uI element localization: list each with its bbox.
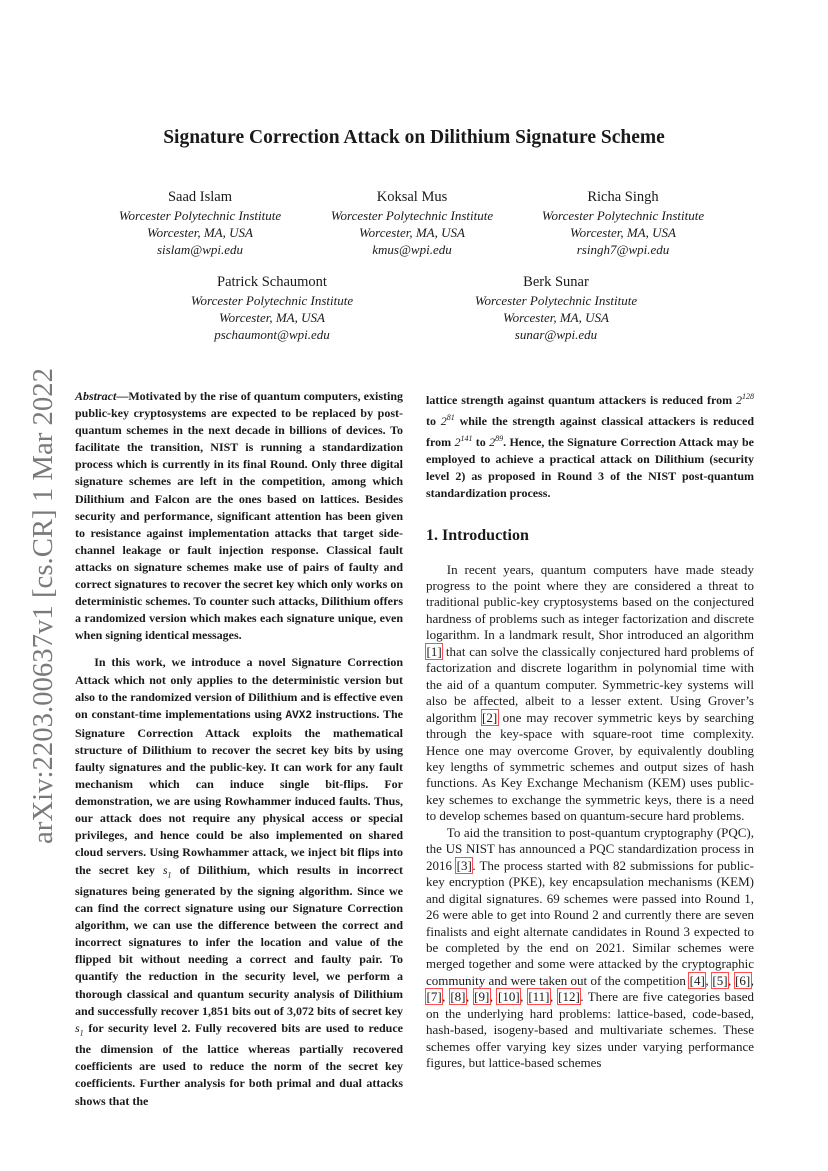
arxiv-identifier-stamp [22,366,60,846]
author-affiliation: Worcester Polytechnic Institute [190,293,354,308]
author-affiliation: Worcester Polytechnic Institute [474,293,638,308]
math-expression: $2^{81}$ [440,413,455,429]
author-email: rsingh7@wpi.edu [576,242,670,257]
author-block [441,273,671,343]
abstract-label: Abstract [75,389,117,403]
math-symbol: $s_1$ [75,1020,84,1038]
math-symbol: $s_1$ [162,862,172,879]
citation-link[interactable]: [8] [450,989,466,1005]
author-name: Richa Singh [587,189,659,205]
author-email: pschaumont@wpi.edu [214,327,330,342]
abstract-text: of Dilithium, which results in incorrect signatures being generated by the signing algorithm. Since we can find the correct signature using our Signature Correction algorithm, we can use the difference between the correct and incorrect signatures to infer the location and value of the flipped bit without needing a correct and faulty pair. To quantify the reduction in the security level, we perform a thorough classical and quantum security analysis of Dilithium and successfully recover 1,851 bits out of 3,072 bits of secret key [75,862,404,1018]
author-location: Worcester, MA, USA [570,225,676,240]
section-heading: 1. Introduction [426,526,529,544]
code-term: AVX2 [285,709,312,722]
math-expression: $2^{141}$ [454,434,473,450]
author-block [157,273,387,343]
author-affiliation: Worcester Polytechnic Institute [118,208,282,223]
abstract-paragraph [75,654,403,1109]
citation-link[interactable]: [6] [735,972,751,988]
abstract-text: for security level 2. Fully recovered bits are used to reduce the dimension of the lattice whereas partially recovered coefficients are used to reduce the norm of the secret key coefficients. Further analysis for both primal and dual attacks shows that the [75,1020,403,1108]
author-name: Saad Islam [167,189,233,205]
author-affiliation: Worcester Polytechnic Institute [330,208,494,223]
abstract-text: In this work, we introduce a novel Signature Correction Attack which not only applies to the deterministic version but also to the randomized version of Dilithium and is effective even on constant-time implementations using [75,655,403,721]
author-block [508,188,738,258]
left-column [75,388,403,1110]
author-affiliation: Worcester Polytechnic Institute [541,208,705,223]
abstract-text: —Motivated by the rise of quantum computers, existing public-key cryptosystems are expected to be replaced by post-quantum schemes in the next decade in billions of devices. To facilitate the transition, NIST is running a standardization process which is currently in its final Round. Only three digital signature schemes are left in the competition, among which Dilithium and Falcon are the ones based on lattices. Besides security and performance, significant attention has been given to resistance against implementation attacks that target side-channel leakage or fault injection response. Classical fault attacks on signature schemes make use of pairs of faulty and correct signatures to recover the secret key which only works on deterministic schemes. To counter such attacks, Dilithium offers a randomized version which makes each signature unique, even when signing identical messages. [75,389,403,643]
intro-paragraph: To aid the transition to post-quantum cryptography (PQC), the US NIST has announced a PQC standardization process in 2016 [3]. The process started with 82 submissions for public-key encryption (PKE), key encapsulation mechanisms (KEM) and digital signatures. 69 schemes were passed into Round 1, 26 were able to get into Round 2 and currently there are seven finalists and eight alternate candidates in Round 3 expected to be completed by the end on 2021. Similar schemes were merged together and some were attacked by the cryptographic community and were taken out of the competition [4], [5], [6], [7], [8], [9], [10], [11], [12]. There are five categories based on the underlying hard problems: lattice-based, code-based, hash-based, isogeny-based and multivariate schemes. These schemes offer varying key sizes under varying performance figures, but lattice-based schemes [426,824,755,1071]
author-location: Worcester, MA, USA [147,225,253,240]
author-name: Berk Sunar [523,274,589,290]
author-name: Koksal Mus [376,189,448,205]
author-email: kmus@wpi.edu [372,242,452,257]
paper-title: Signature Correction Attack on Dilithium Signature Scheme [163,127,665,148]
author-location: Worcester, MA, USA [219,310,325,325]
intro-paragraph: In recent years, quantum computers have made steady progress to the point where they are considered a threat to traditional public-key cryptosystems based on the conjectured hardness of problems such as integer factorization and discrete logarithm. In a landmark result, Shor introduced an algorithm [1] that can solve the classically conjectured hard problems of factorization and discrete logarithm in polynomial time with the aid of a quantum computer. Symmetric-key systems will also be affected, albeit to a lesser extent. Using Grover’s algorithm [2] one may recover symmetric keys by searching through the key-space with square-root time complexity. Hence one may overcome Grover, by equivalently doubling key lengths of symmetric schemes and output sizes of hash functions. As Key Exchange Mechanism (KEM) uses public-key schemes to exchange the symmetric keys, there is a need to develop schemes based on quantum-secure hard problems. [426,561,755,824]
citation-link[interactable]: [4] [689,972,705,988]
author-name: Patrick Schaumont [217,274,327,290]
author-email: sislam@wpi.edu [157,242,243,257]
citation-link[interactable]: [9] [474,989,490,1005]
abstract-paragraph-continued: lattice strength against quantum attackers is reduced from $2^{128}$ to $2^{81}$ while the strength against classical attackers is reduced from $2^{141}$ to $2^{89}$. Hence, the Signature Correction Attack may be employed to achieve a practical attack on Dilithium (security level 2) as proposed in Round 3 of the NIST post-quantum standardization process. [426,392,755,501]
citation-link[interactable]: [5] [712,972,728,988]
author-email: sunar@wpi.edu [514,327,598,342]
citation-link[interactable]: [7] [426,989,442,1005]
author-location: Worcester, MA, USA [503,310,609,325]
citation-link[interactable]: [11] [528,989,550,1005]
citation-link[interactable]: [2] [482,709,498,725]
citation-link[interactable]: [10] [497,989,520,1005]
author-location: Worcester, MA, USA [359,225,465,240]
citation-link[interactable]: [12] [558,989,580,1005]
author-block [297,188,527,258]
arxiv-identifier: arXiv:2203.00637v1 [cs.CR] 1 Mar 2022 [28,380,59,844]
abstract-paragraph [75,388,403,644]
author-block [85,188,315,258]
citation-link[interactable]: [3] [456,857,472,873]
abstract-text: instructions. The Signature Correction Attack exploits the mathematical structure of Dilithium to recover the secret key bits by using faulty signatures and the public-key. It can work for any fault mechanism which can induce single bit-flips. For demonstration, we are using Rowhammer induced faults. Thus, our attack does not require any physical access or special privileges, and hence could be also implemented on shared cloud servers. Using Rowhammer attack, we inject bit flips into the secret key [75,706,403,877]
right-column [426,388,754,1072]
math-expression: $2^{128}$ [736,392,754,407]
math-expression: $2^{89}$ [489,434,504,450]
citation-link[interactable]: [1] [426,643,442,659]
